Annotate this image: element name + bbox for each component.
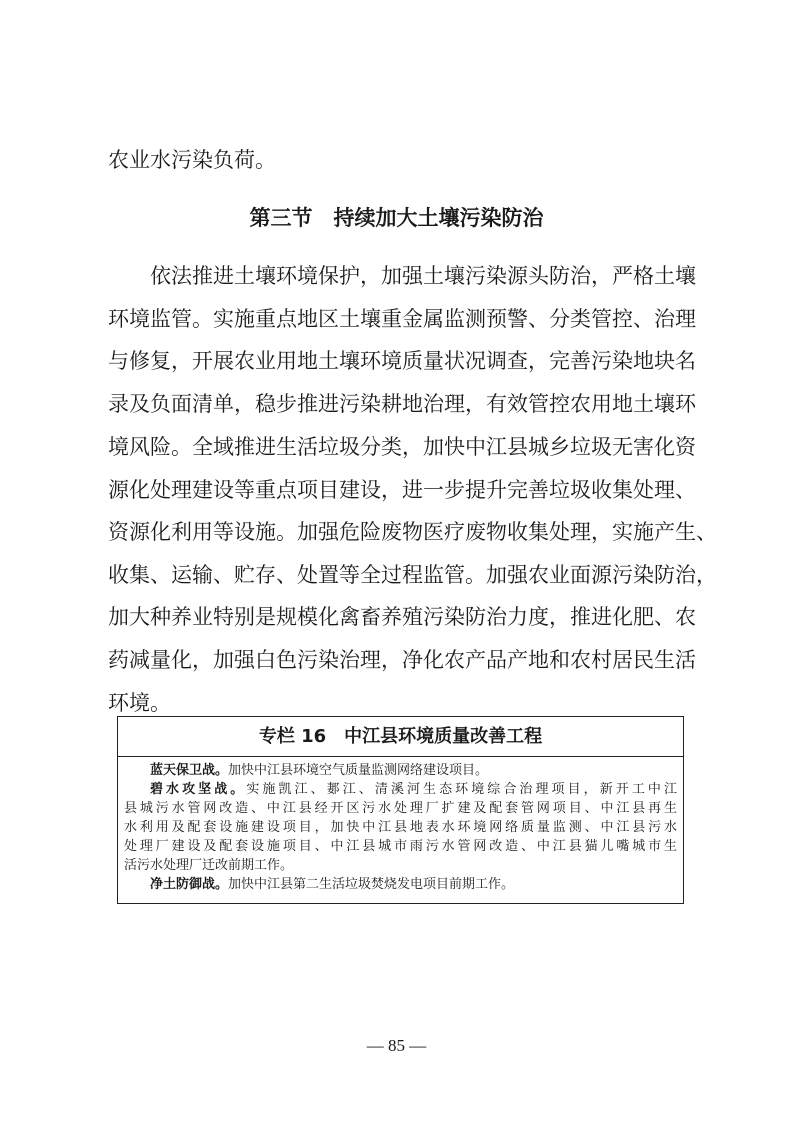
- box-item-blue-sky: [124, 761, 677, 780]
- column-box: [117, 716, 684, 904]
- box-line: 水利用及配套设施建设项目，加快中江县地表水环境网络质量监测、中江县污水: [124, 820, 677, 835]
- column-box-title: 专栏 16 中江县环境质量改善工程: [118, 717, 683, 757]
- paragraph-line: 药减量化，加强白色污染治理，净化农产品产地和农村居民生活: [108, 648, 696, 672]
- box-line: 活污水处理厂迁改前期工作。: [124, 858, 294, 873]
- paragraph-line: 环境监管。实施重点地区土壤重金属监测预警、分类管控、治理: [108, 307, 696, 331]
- box-item-pure-soil: [124, 875, 677, 894]
- paragraph-line: 资源化利用等设施。加强危险废物医疗废物收集处理，实施产生、: [108, 520, 717, 544]
- paragraph-line: 与修复，开展农业用地土壤环境质量状况调查，完善污染地块名: [108, 349, 696, 373]
- box-line: 处理厂建设及配套设施项目、中江县城市雨污水管网改造、中江县猫儿嘴城市生: [124, 839, 677, 854]
- box-item-label: 碧水攻坚战。: [150, 782, 247, 797]
- box-item-text: 实施凯江、郪江、清溪河生态环境综合治理项目，新开工中江: [246, 782, 677, 797]
- box-item-text: 加快中江县第二生活垃圾焚烧发电项目前期工作。: [228, 877, 515, 892]
- paragraph-line: 收集、运输、贮存、处置等全过程监管。加强农业面源污染防治，: [108, 563, 717, 587]
- paragraph-line: 源化处理建设等重点项目建设，进一步提升完善垃圾收集处理、: [108, 478, 696, 502]
- column-box-body: [118, 757, 683, 894]
- paragraph-line: 依法推进土壤环境保护，加强土壤污染源头防治，严格土壤: [108, 264, 696, 288]
- section-heading: 第三节 持续加大土壤污染防治: [249, 206, 544, 230]
- page-number: — 85 —: [366, 1036, 427, 1055]
- paragraph-line: 加大种养业特别是规模化禽畜养殖污染防治力度，推进化肥、农: [108, 605, 696, 629]
- box-item-text: 加快中江县环境空气质量监测网络建设项目。: [228, 763, 489, 778]
- box-item-label: 净土防御战。: [150, 877, 229, 892]
- box-item-clear-water: [124, 780, 677, 799]
- paragraph-line: 录及负面清单，稳步推进污染耕地治理，有效管控农用地土壤环: [108, 392, 696, 416]
- paragraph-line-top: 农业水污染负荷。: [108, 148, 276, 172]
- box-item-label: 蓝天保卫战。: [150, 763, 229, 778]
- box-line: 县城污水管网改造、中江县经开区污水处理厂扩建及配套管网项目、中江县再生: [124, 801, 677, 816]
- paragraph-line: 境风险。全域推进生活垃圾分类，加快中江县城乡垃圾无害化资: [108, 435, 696, 459]
- paragraph-line: 环境。: [108, 691, 171, 715]
